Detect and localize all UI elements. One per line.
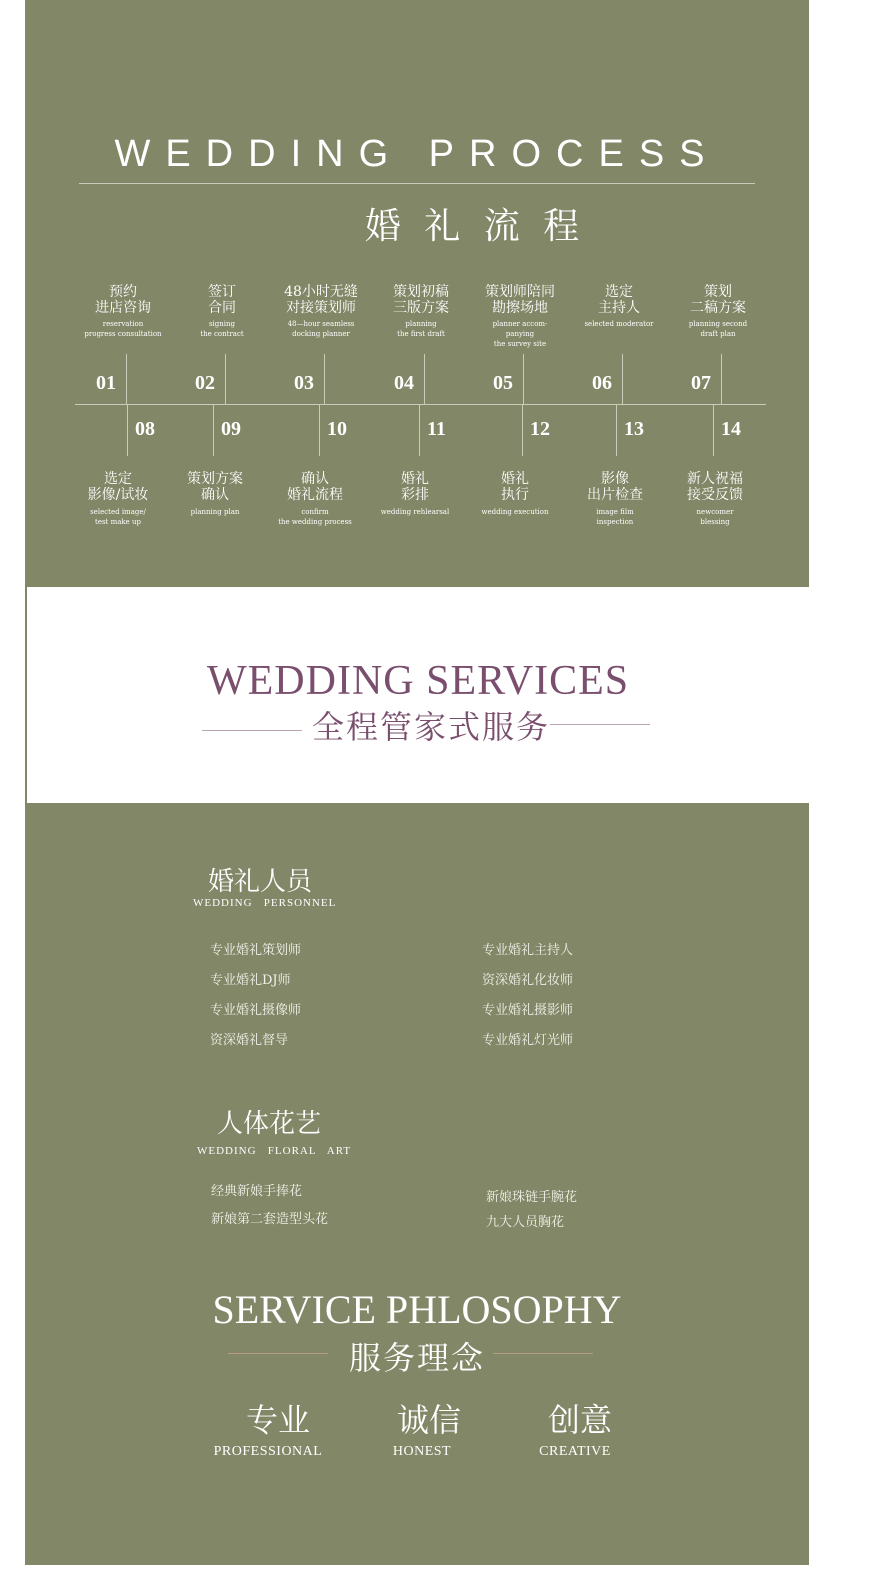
services-section	[25, 587, 811, 803]
step-label-en: planner accom- panying the survey site	[492, 320, 548, 348]
step-number: 03	[294, 372, 314, 394]
list-item: 新娘珠链手腕花	[486, 1190, 578, 1205]
step-label-cn: 确认 婚礼流程	[287, 471, 343, 503]
list-item: 专业婚礼主持人	[482, 943, 574, 958]
step-number: 08	[135, 418, 155, 440]
step-number: 09	[221, 418, 241, 440]
list-item: 专业婚礼摄影师	[482, 1003, 574, 1018]
step-label-en: wedding rehlearsal	[380, 508, 450, 516]
step-label-cn: 策划初稿 三版方案	[393, 284, 449, 316]
services-line-left	[202, 730, 302, 731]
step-connector	[616, 404, 617, 456]
step-label-en: newcomer blessing	[696, 508, 734, 526]
step-connector	[419, 404, 420, 456]
step-connector	[713, 404, 714, 456]
step-connector	[721, 354, 722, 404]
step-label-cn: 婚礼 执行	[501, 471, 529, 503]
step-connector	[523, 354, 524, 404]
step-label-cn: 签订 合同	[208, 284, 236, 316]
list-item: 资深婚礼化妆师	[482, 973, 574, 988]
step-number: 11	[427, 418, 446, 440]
step-connector	[622, 354, 623, 404]
step-label-en: selected moderator	[584, 320, 654, 328]
process-subtitle: 婚 礼 流 程	[364, 206, 586, 247]
list-item: 经典新娘手捧花	[211, 1184, 303, 1199]
list-item: 专业婚礼DJ师	[210, 973, 291, 988]
details-section	[25, 803, 809, 1565]
personnel-title-en: WEDDING PERSONNEL	[193, 897, 337, 909]
step-label-cn: 影像 出片检查	[587, 471, 643, 503]
step-label-en: signing the contract	[200, 320, 244, 338]
step-connector	[126, 354, 127, 404]
step-number: 06	[592, 372, 612, 394]
step-number: 13	[624, 418, 644, 440]
value-title: 专业	[245, 1401, 310, 1439]
step-label-en: planning the first draft	[397, 320, 445, 338]
step-label-en: planning plan	[190, 508, 240, 516]
step-label-en: wedding execution	[481, 508, 549, 516]
step-label-en: 48—hour seamless docking planner	[287, 320, 355, 338]
value-title: 创意	[547, 1401, 612, 1439]
step-label-cn: 婚礼 彩排	[401, 471, 429, 503]
list-item: 专业婚礼灯光师	[482, 1033, 574, 1048]
step-label-cn: 新人祝福 接受反馈	[687, 471, 743, 503]
services-subtitle: 全程管家式服务	[312, 708, 551, 746]
value-title: 诚信	[396, 1401, 461, 1439]
philosophy-line-right	[493, 1353, 593, 1354]
step-number: 10	[327, 418, 347, 440]
floral-title: 人体花艺	[217, 1109, 322, 1139]
step-connector	[522, 404, 523, 456]
value-subtitle: CREATIVE	[539, 1444, 611, 1459]
list-item: 资深婚礼督导	[210, 1033, 289, 1048]
step-label-en: selected image/ test make up	[90, 508, 146, 526]
step-connector	[127, 404, 128, 456]
step-connector	[225, 354, 226, 404]
list-item: 新娘第二套造型头花	[211, 1212, 329, 1227]
services-title: WEDDING SERVICES	[207, 658, 630, 704]
step-label-cn: 策划 二稿方案	[690, 284, 746, 316]
value-subtitle: PROFESSIONAL	[213, 1444, 323, 1459]
step-number: 01	[96, 372, 116, 394]
process-section	[25, 0, 809, 587]
process-title: WEDDING PROCESS	[114, 133, 720, 175]
list-item: 专业婚礼策划师	[210, 943, 302, 958]
step-number: 07	[691, 372, 711, 394]
services-line-right	[550, 724, 650, 725]
step-label-cn: 48小时无缝 对接策划师	[284, 284, 358, 316]
value-subtitle: HONEST	[392, 1444, 452, 1459]
step-label-en: reservation progress consultation	[84, 320, 162, 338]
step-connector	[424, 354, 425, 404]
step-label-en: planning second draft plan	[688, 320, 748, 338]
step-number: 12	[530, 418, 550, 440]
step-number: 04	[394, 372, 414, 394]
step-connector	[319, 404, 320, 456]
step-number: 14	[721, 418, 741, 440]
list-item: 九大人员胸花	[486, 1215, 565, 1230]
step-label-cn: 选定 主持人	[598, 284, 640, 316]
process-divider	[79, 183, 755, 184]
step-number: 05	[493, 372, 513, 394]
step-label-cn: 选定 影像/试妆	[87, 471, 149, 503]
step-connector	[324, 354, 325, 404]
step-number: 02	[195, 372, 215, 394]
step-connector	[213, 404, 214, 456]
step-label-cn: 策划师陪同 勘擦场地	[485, 284, 555, 316]
personnel-title: 婚礼人员	[208, 867, 313, 897]
timeline-line	[75, 404, 766, 405]
step-label-en: confirm the wedding process	[278, 508, 352, 526]
philosophy-title: SERVICE PHLOSOPHY	[212, 1287, 622, 1332]
step-label-cn: 预约 进店咨询	[95, 284, 151, 316]
list-item: 专业婚礼摄像师	[210, 1003, 302, 1018]
step-label-en: image film inspection	[596, 508, 634, 526]
floral-title-en: WEDDING FLORAL ART	[197, 1145, 352, 1157]
step-label-cn: 策划方案 确认	[187, 471, 243, 503]
philosophy-subtitle: 服务理念	[348, 1339, 485, 1377]
